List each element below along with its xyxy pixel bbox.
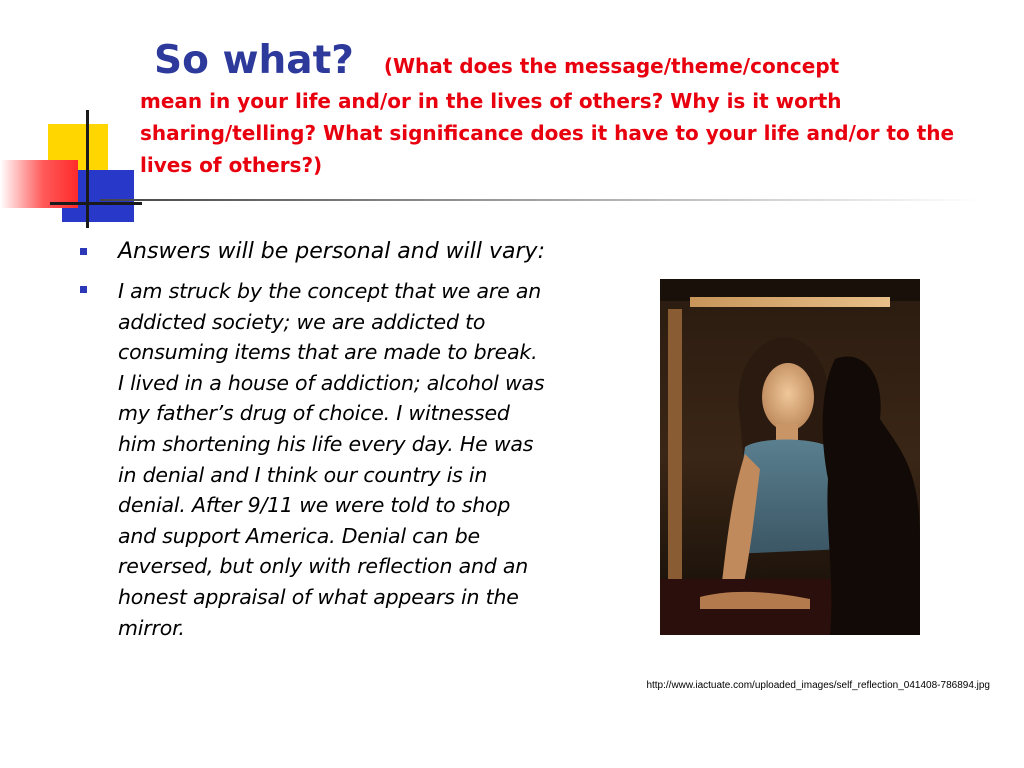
slide-title-block	[140, 38, 1000, 181]
slide-title: So what?	[154, 38, 354, 83]
decorative-vertical-line	[86, 110, 89, 228]
bullet-item	[78, 276, 548, 643]
decorative-red-block	[0, 160, 78, 208]
decorative-horizontal-line	[50, 202, 142, 205]
slide-subtitle: mean in your life and/or in the lives of others? Why is it worth sharing/telling? What significance does it have to your life and/or to the lives of others?)	[140, 89, 955, 177]
reflection-photo	[660, 279, 920, 635]
image-caption: http://www.iactuate.com/uploaded_images/self_reflection_041408-786894.jpg	[646, 680, 990, 691]
bullet-marker-icon	[80, 248, 87, 255]
photo-illustration	[660, 279, 920, 635]
title-first-line	[140, 38, 1000, 83]
bullet-item	[78, 236, 548, 268]
bullet-list	[78, 236, 548, 643]
slide-subtitle-line1: (What does the message/theme/concept	[383, 54, 840, 78]
bullet-text: I am struck by the concept that we are an addicted society; we are addicted to consuming items that are made to break. I lived in a house of addiction; alcohol was my father’s drug of choice. I witnessed him shortening his life every day. He was in denial and I think our country is in denial. After 9/11 we were told to shop and support America. Denial can be reversed, but only with reflection and an honest appraisal of what appears in the mirror.	[118, 279, 545, 640]
bullet-text: Answers will be personal and will vary:	[118, 239, 545, 264]
title-divider	[100, 199, 980, 201]
bullet-marker-icon	[80, 286, 87, 293]
